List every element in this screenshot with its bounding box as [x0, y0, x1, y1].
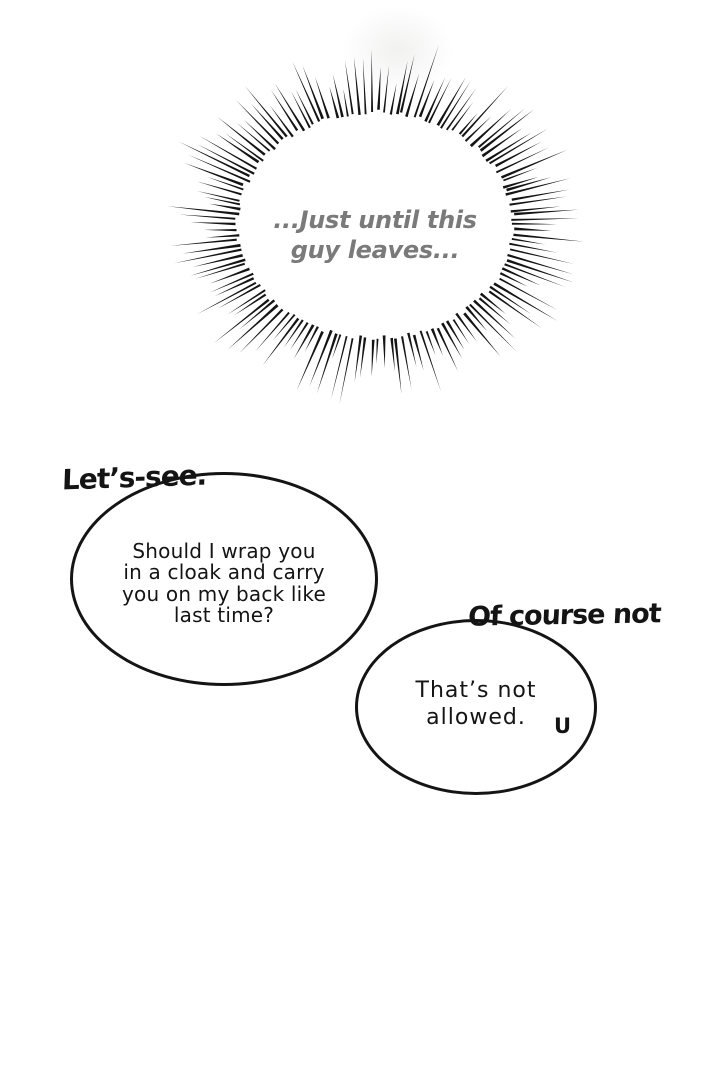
handwritten-of-course-not: Of course not — [467, 598, 662, 633]
carry-line1: Should I wrap you — [132, 538, 316, 563]
allowed-line1: That’s not — [415, 678, 537, 703]
carry-line4: last time? — [173, 603, 275, 627]
mouth-glyph: U — [554, 714, 572, 738]
speech-bubble-carry-text — [121, 538, 327, 627]
speech-bubble-allowed-text — [416, 677, 537, 731]
burst-caption-line2: guy leaves... — [290, 236, 460, 264]
speech-bubble-carry — [70, 472, 378, 686]
carry-line3: you on my back like — [121, 581, 327, 606]
speech-bubble-allowed — [355, 619, 597, 795]
allowed-line2: allowed. — [426, 705, 526, 730]
carry-line2: in a cloak and carry — [123, 560, 325, 584]
burst-caption-line1: ...Just until this — [273, 206, 477, 234]
burst-thought-bubble — [160, 22, 600, 432]
handwritten-lets-see: Let’s-see. — [61, 458, 207, 497]
burst-caption — [160, 205, 590, 265]
